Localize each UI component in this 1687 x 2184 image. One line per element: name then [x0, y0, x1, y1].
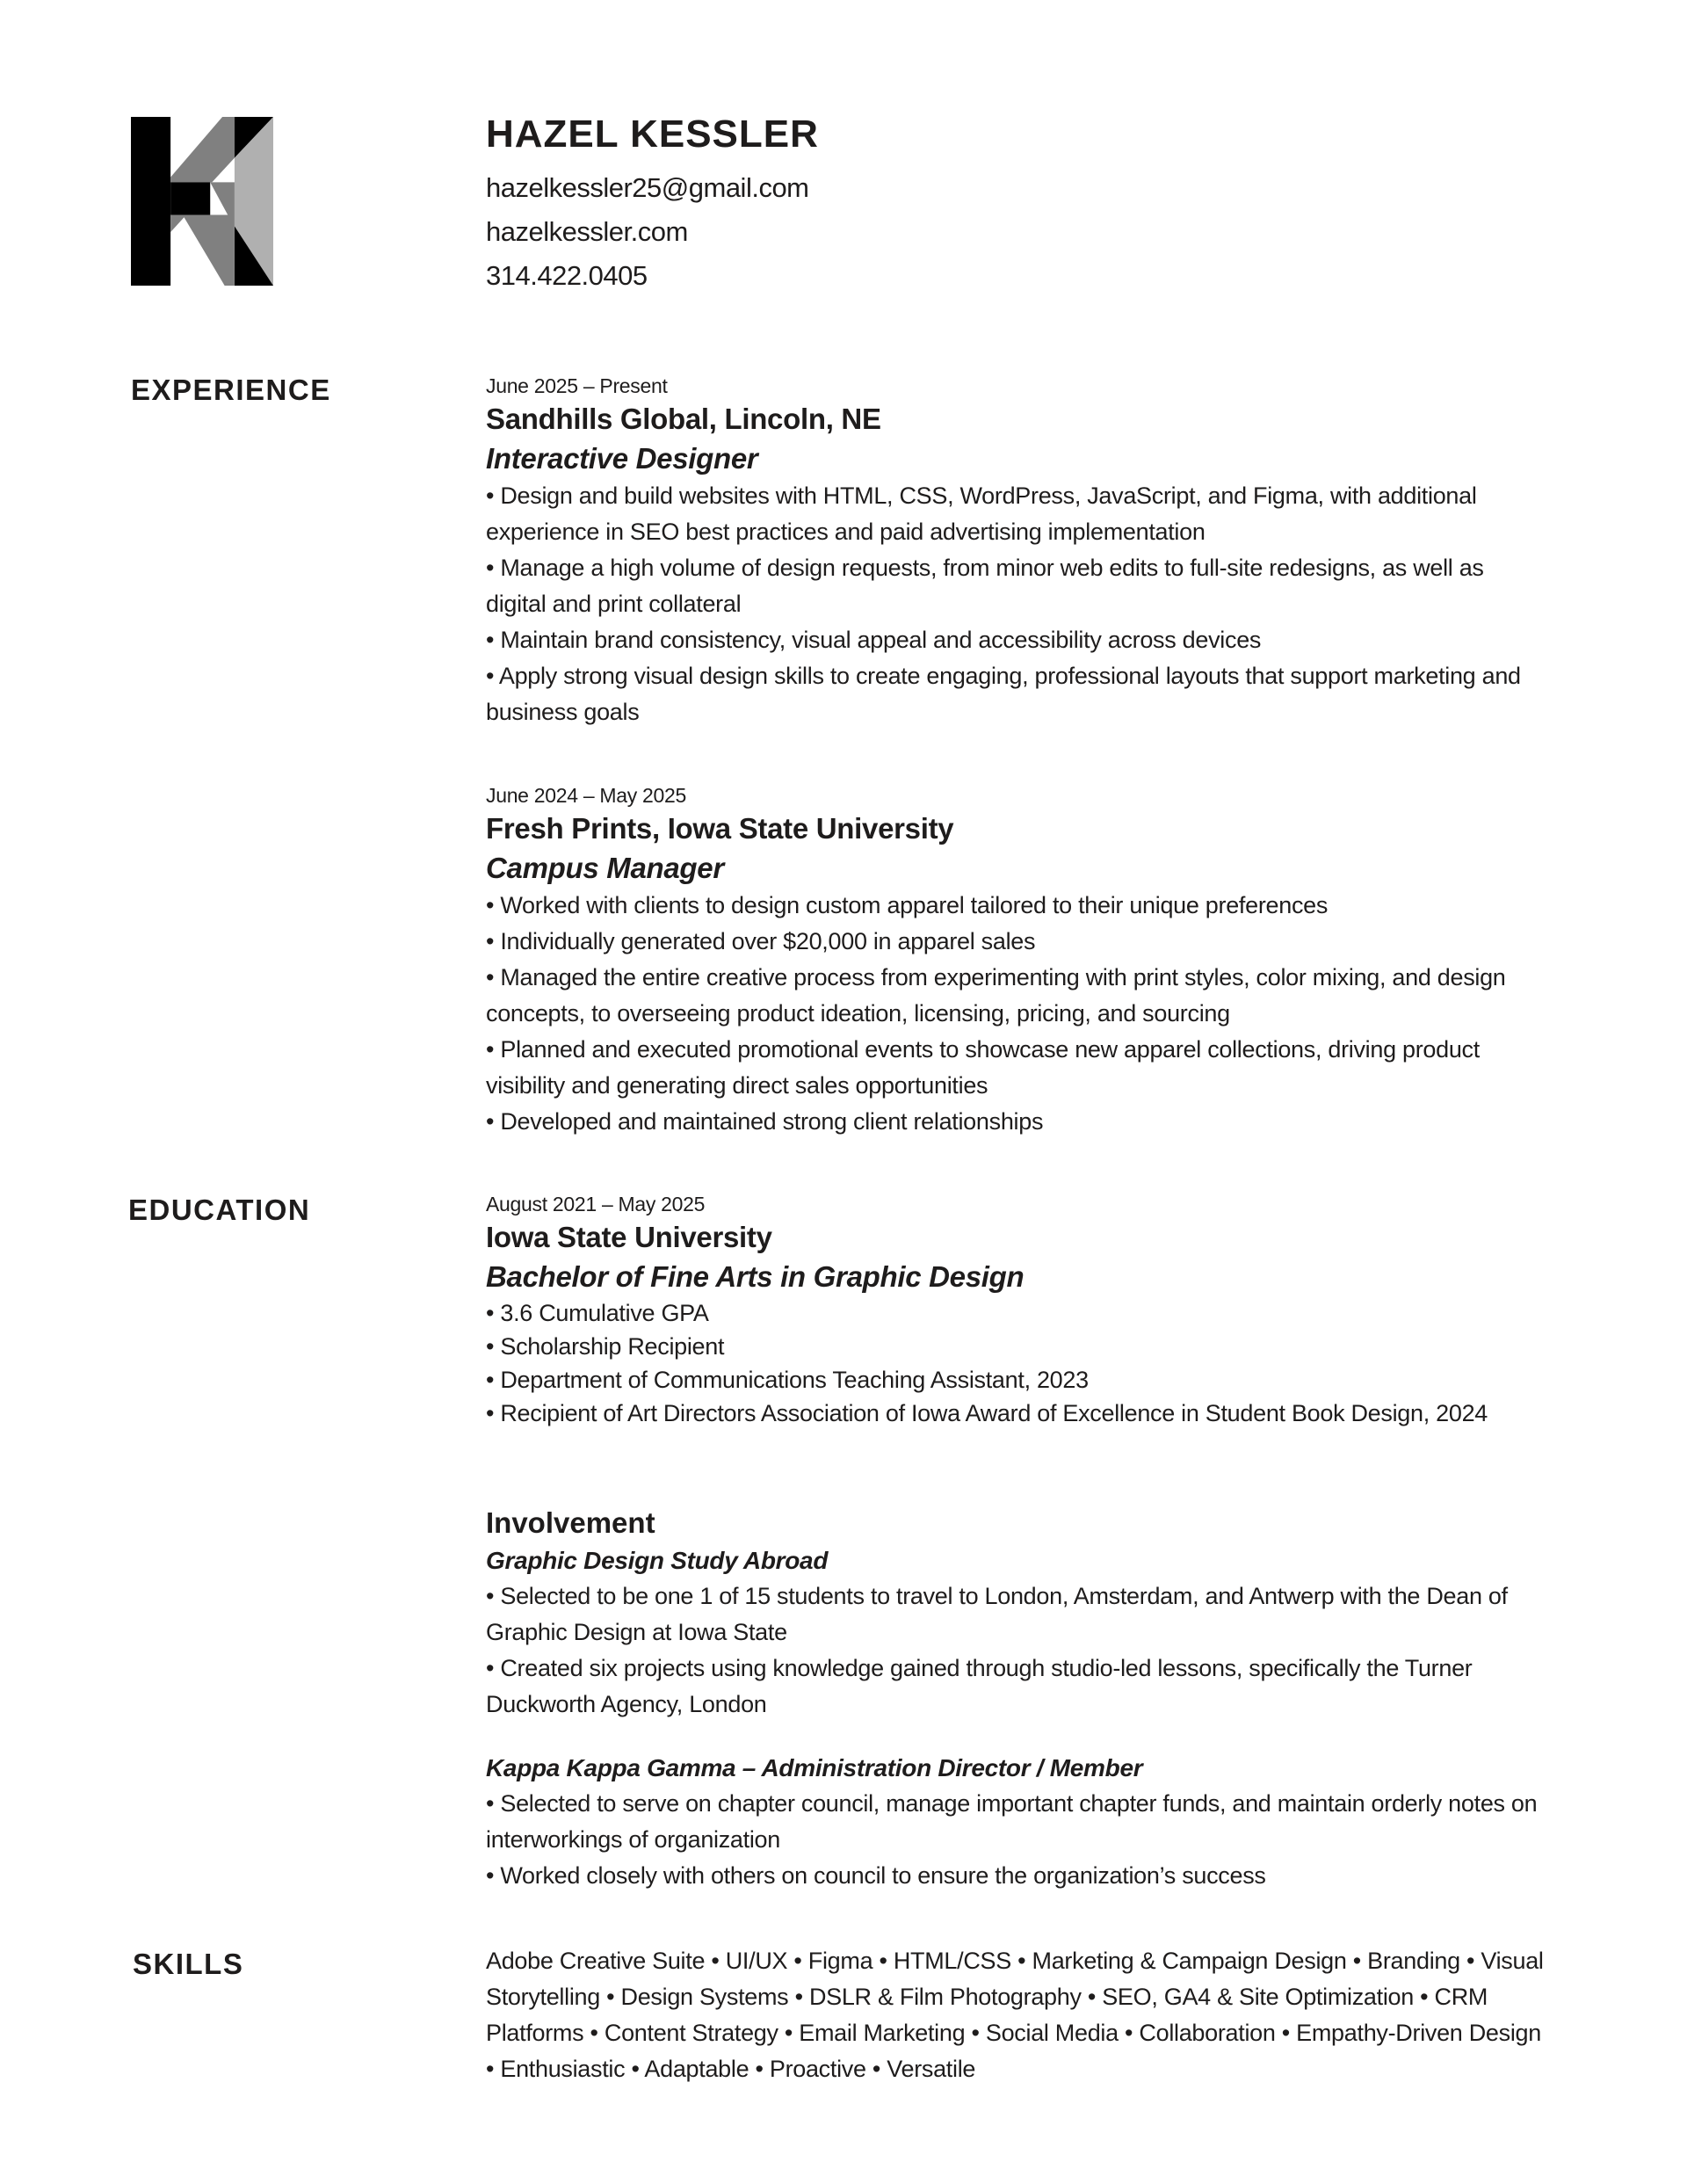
experience-entry — [486, 373, 1549, 730]
bullet: • Apply strong visual design skills to create engaging, professional layouts that support marketing and business goals — [486, 663, 1521, 725]
entry-organization: Fresh Prints, Iowa State University — [486, 812, 954, 845]
bullet: • Recipient of Art Directors Association of Iowa Award of Excellence in Student Book Design, 2024 — [486, 1400, 1488, 1426]
bullet: • Planned and executed promotional events to showcase new apparel collections, driving product visibility and generating direct sales opportunities — [486, 1036, 1480, 1099]
website-link[interactable]: hazelkessler.com — [486, 216, 688, 247]
bullet: • Department of Communications Teaching Assistant, 2023 — [486, 1367, 1089, 1393]
phone-number: 314.422.0405 — [486, 260, 648, 291]
involvement-role: Graphic Design Study Abroad — [486, 1547, 829, 1574]
experience-entry — [486, 782, 1549, 1140]
entry-dates: August 2021 – May 2025 — [486, 1193, 706, 1215]
bullet: • Manage a high volume of design requests, from minor web edits to full-site redesigns, as well as digital and print collateral — [486, 555, 1484, 617]
bullet: • Developed and maintained strong client relationships — [486, 1108, 1044, 1135]
involvement-block — [486, 1503, 1549, 1723]
skills-list: Adobe Creative Suite • UI/UX • Figma • HTML/CSS • Marketing & Campaign Design • Branding • Visual Storytelling • Design Systems • DSLR & Film Photography • SEO, GA4 & Site Optimization • CRM Platforms • Content Strategy • Email Marketing • Social Media • Collaboration • Empathy-Driven Design • Enthusiastic • Adaptable • Proactive • Versatile — [486, 1948, 1544, 2082]
bullet: • Worked with clients to design custom apparel tailored to their unique preferences — [486, 892, 1329, 918]
section-heading-skills: SKILLS — [133, 1948, 244, 1980]
bullet: • Scholarship Recipient — [486, 1333, 725, 1360]
bullet: • Selected to serve on chapter council, manage important chapter funds, and maintain orderly notes on interworkings of organization — [486, 1790, 1538, 1853]
degree: Bachelor of Fine Arts in Graphic Design — [486, 1260, 1025, 1293]
candidate-name: HAZEL KESSLER — [486, 112, 819, 156]
bullet: • Worked closely with others on council to ensure the organization’s success — [486, 1862, 1266, 1889]
involvement-role: Kappa Kappa Gamma – Administration Director / Member — [486, 1754, 1143, 1781]
entry-dates: June 2025 – Present — [486, 374, 668, 397]
entry-organization: Sandhills Global, Lincoln, NE — [486, 403, 881, 435]
entry-role: Campus Manager — [486, 852, 724, 884]
bullet: • Created six projects using knowledge gained through studio-led lessons, specifically the Turner Duckworth Agency, London — [486, 1655, 1473, 1717]
bullet: • Managed the entire creative process from experimenting with print styles, color mixing, and design concepts, to overseeing product ideation, licensing, pricing, and sourcing — [486, 964, 1506, 1027]
involvement-heading: Involvement — [486, 1506, 655, 1539]
email-link[interactable]: hazelkessler25@gmail.com — [486, 172, 809, 203]
section-heading-experience: EXPERIENCE — [131, 374, 331, 406]
k-monogram-logo — [131, 117, 273, 286]
section-heading-education: EDUCATION — [128, 1194, 311, 1226]
education-entry — [486, 1191, 1549, 1430]
bullet: • Selected to be one 1 of 15 students to travel to London, Amsterdam, and Antwerp with the Dean of Graphic Design at Iowa State — [486, 1583, 1508, 1645]
bullet: • Individually generated over $20,000 in apparel sales — [486, 928, 1036, 954]
entry-role: Interactive Designer — [486, 442, 758, 475]
entry-dates: June 2024 – May 2025 — [486, 784, 687, 807]
bullet: • Maintain brand consistency, visual appeal and accessibility across devices — [486, 627, 1262, 653]
school-name: Iowa State University — [486, 1221, 772, 1253]
involvement-block — [486, 1751, 1549, 1894]
bullet: • Design and build websites with HTML, CSS, WordPress, JavaScript, and Figma, with additional experience in SEO best practices and paid advertising implementation — [486, 483, 1477, 545]
bullet: • 3.6 Cumulative GPA — [486, 1300, 709, 1326]
